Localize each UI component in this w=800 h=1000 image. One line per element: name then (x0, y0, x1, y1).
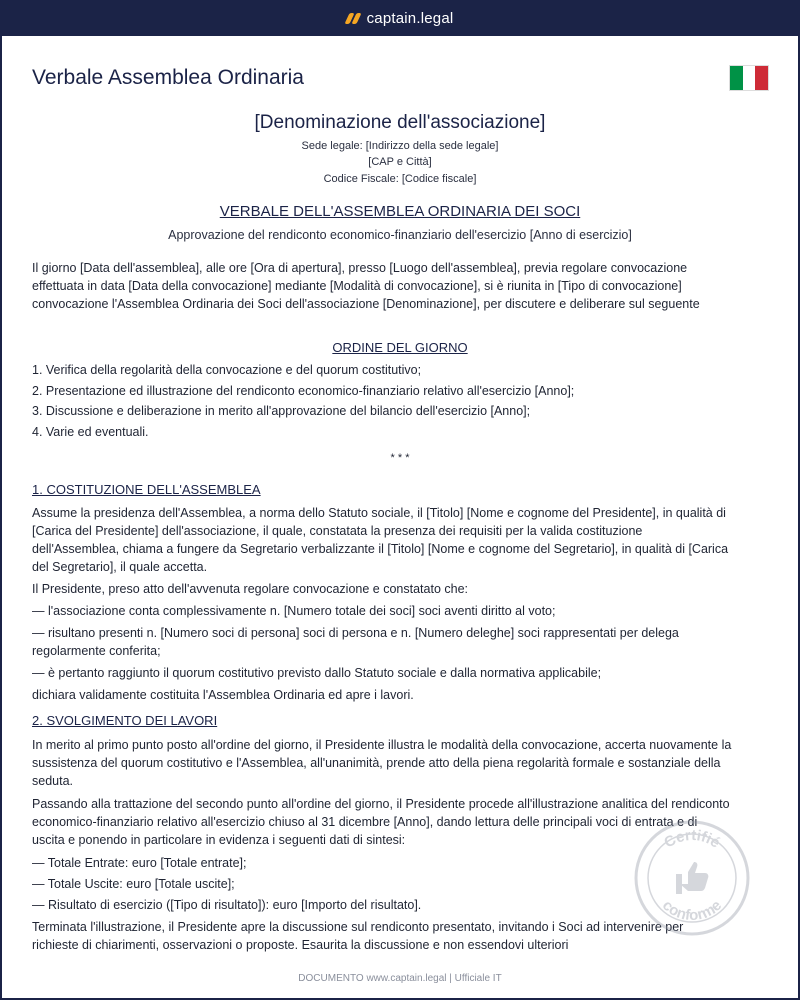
intro-paragraph: Il giorno [Data dell'assemblea], alle ore [Ora di apertura], presso [Luogo dell'assemblea], previa regolare convocazione effettuata in data [Data della convocazione] mediante [Modalità di convocazione], si è riunita in [Tipo di convocazione] convocazione l'Assemblea Ordinaria dei Soci dell'associazione [Denominazione], per discutere e deliberare sul seguente (32, 261, 700, 311)
agenda-title: ORDINE DEL GIORNO (332, 340, 468, 355)
italy-flag-icon (729, 65, 769, 91)
captain-logo-icon (347, 13, 359, 24)
section-title: 2. SVOLGIMENTO DEI LAVORI (32, 713, 218, 728)
certified-stamp-icon (632, 818, 752, 938)
agenda-item: 1. Verifica della regolarità della convocazione e del quorum costitutivo; (32, 363, 422, 377)
bullet: — Risultato di esercizio ([Tipo di risultato]): euro [Importo del risultato]. (32, 898, 422, 912)
document-page (2, 36, 798, 998)
agenda-list (32, 360, 752, 442)
document-title: Verbale Assemblea Ordinaria (32, 66, 304, 89)
minutes-subtitle: Approvazione del rendiconto economico-finanziario dell'esercizio [Anno di esercizio] (168, 228, 632, 242)
section-1-body (32, 504, 732, 704)
agenda-item: 2. Presentazione ed illustrazione del rendiconto economico-finanziario relativo all'esercizio [Anno]; (32, 383, 575, 398)
section-2-body (32, 736, 732, 954)
svg-text:Certifié: Certifié (661, 826, 724, 852)
minutes-heading: VERBALE DELL'ASSEMBLEA ORDINARIA DEI SOCI (219, 203, 581, 220)
bullet: — è pertanto raggiunto il quorum costitutivo previsto dallo Statuto sociale e dalla normativa applicabile; (32, 666, 602, 680)
paragraph: dichiara validamente costituita l'Assemblea Ordinaria ed apre i lavori. (32, 688, 414, 702)
document-footer: DOCUMENTO www.captain.legal | Ufficiale IT (298, 973, 502, 984)
paragraph: Passando alla trattazione del secondo punto all'ordine del giorno, il Presidente procede all'illustrazione analitica del rendiconto economico-finanziario relativo all'esercizio chiuso al 31 dicembre [Anno], dando lettura delle principali voci di entrata e di uscita e ponendo in particolare in evidenza i seguenti dati di sintesi: (32, 797, 730, 847)
svg-text:conforme: conforme (658, 896, 726, 925)
section-title: 1. COSTITUZIONE DELL'ASSEMBLEA (32, 482, 261, 497)
paragraph: In merito al primo punto posto all'ordine del giorno, il Presidente illustra le modalità della convocazione, accerta nuovamente la sussistenza del quorum costitutivo e l'Assemblea, all'unanimità, prende atto della piena regolarità formale e sostanziale della seduta. (32, 738, 732, 788)
bullet: — Totale Uscite: euro [Totale uscite]; (32, 877, 235, 891)
brand-name[interactable]: captain.legal (366, 9, 454, 27)
paragraph: Terminata l'illustrazione, il Presidente apre la discussione sul rendiconto presentato, invitando i Soci ad intervenire per richieste di chiarimenti, osservazioni o proposte. Esaurita la discussione e non essendovi ulteriori (32, 920, 684, 952)
bullet: — Totale Entrate: euro [Totale entrate]; (32, 856, 247, 870)
association-seat: Sede legale: [Indirizzo della sede legale] (301, 140, 499, 152)
paragraph: Il Presidente, preso atto dell'avvenuta regolare convocazione e constatato che: (32, 582, 468, 596)
bullet: — risultano presenti n. [Numero soci di persona] soci di persona e n. [Numero deleghe] soci rappresentati per delega regolarmente conferita; (32, 626, 679, 658)
association-tax-code: Codice Fiscale: [Codice fiscale] (323, 173, 477, 185)
separator: * * * (390, 452, 410, 464)
bullet: — l'associazione conta complessivamente n. [Numero totale dei soci] soci aventi diritto al voto; (32, 604, 556, 618)
agenda-item: 3. Discussione e deliberazione in merito all'approvazione del bilancio dell'esercizio [Anno]; (32, 404, 531, 418)
top-bar (0, 0, 800, 36)
association-cap: [CAP e Città] (368, 156, 432, 168)
paragraph: Assume la presidenza dell'Assemblea, a norma dello Statuto sociale, il [Titolo] [Nome e cognome del Presidente], in qualità di [Carica del Presidente] dell'associazione, il quale, constatata la presenza dei requisiti per la valida costituzione dell'Assemblea, chiama a fungere da Segretario verbalizzante il [Titolo] [Nome e cognome del Segretario], in qualità di [Carica del Segretario], il quale accetta. (32, 506, 729, 574)
association-name: [Denominazione dell'associazione] (254, 112, 546, 133)
agenda-item: 4. Varie ed eventuali. (32, 424, 149, 439)
